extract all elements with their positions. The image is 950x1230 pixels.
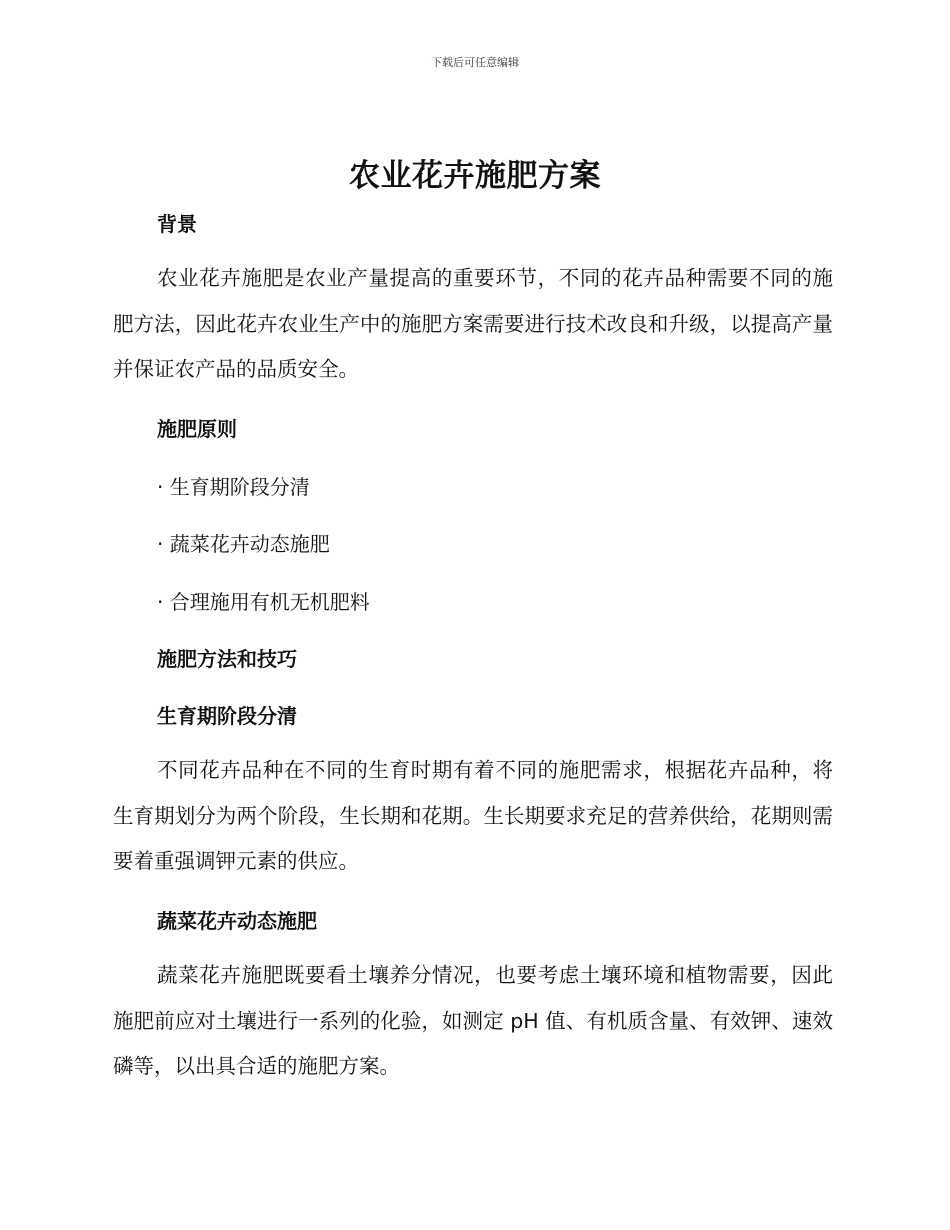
background-paragraph: 农业花卉施肥是农业产量提高的重要环节，不同的花卉品种需要不同的施肥方法，因此花卉农业生产中的施肥方案需要进行技术改良和升级，以提高产量并保证农产品的品质安全。 [113,266,833,381]
principle-item-2: · 蔬菜花卉动态施肥 [157,532,330,556]
document-title: 农业花卉施肥方案 [349,158,601,194]
page-header: 下载后可任意编辑 [431,56,519,69]
background-heading: 背景 [157,212,197,236]
principles-heading: 施肥原则 [157,417,237,441]
principle-item-3: · 合理施用有机无机肥料 [157,590,370,614]
section1-paragraph: 不同花卉品种在不同的生育时期有着不同的施肥需求，根据花卉品种，将生育期划分为两个阶段，生长期和花期。生长期要求充足的营养供给，花期则需要着重强调钾元素的供应。 [113,758,833,873]
section1-heading: 生育期阶段分清 [157,704,297,728]
methods-heading: 施肥方法和技巧 [157,647,297,671]
section2-heading: 蔬菜花卉动态施肥 [157,909,317,933]
principle-item-1: · 生育期阶段分清 [157,475,310,499]
section2-paragraph: 蔬菜花卉施肥既要看土壤养分情况，也要考虑土壤环境和植物需要，因此施肥前应对土壤进行一系列的化验，如测定 pH 值、有机质含量、有效钾、速效磷等，以出具合适的施肥方案。 [113,963,833,1078]
